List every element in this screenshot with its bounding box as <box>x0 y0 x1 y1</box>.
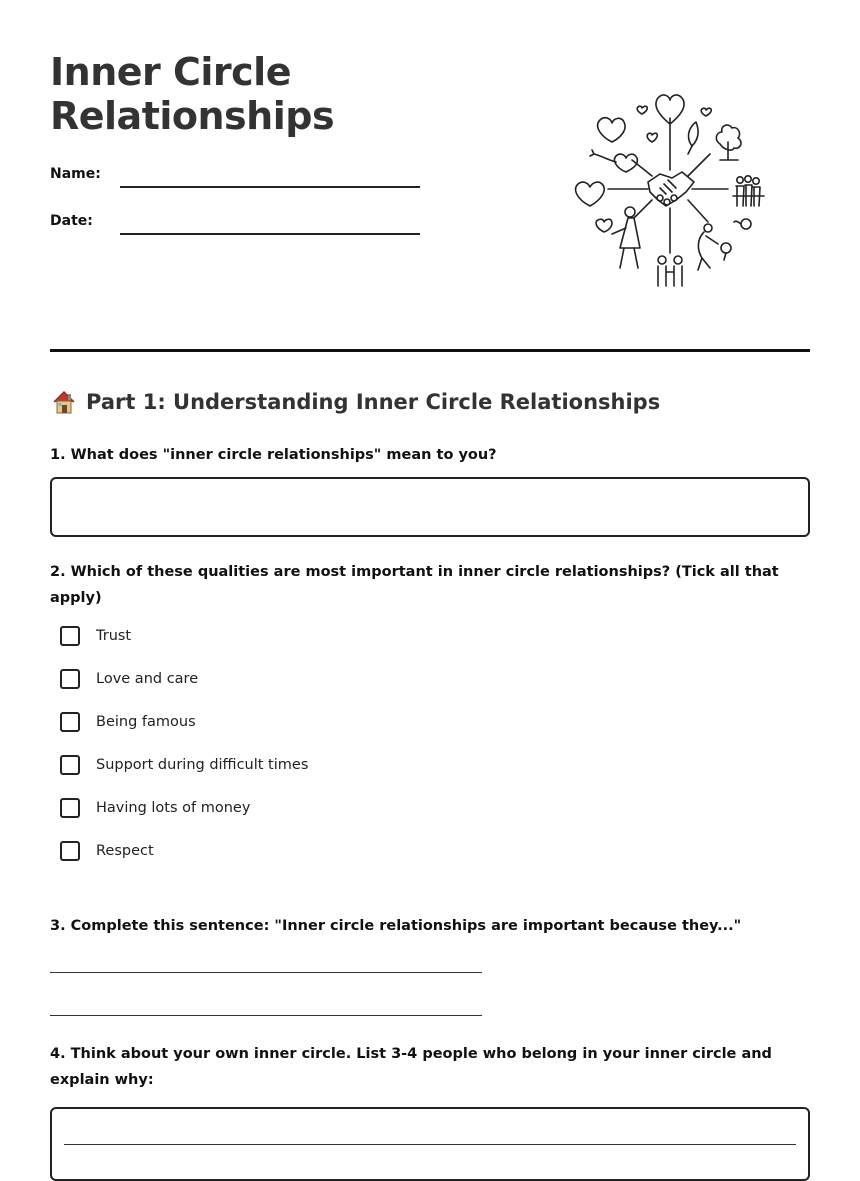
checkbox-label: Support during difficult times <box>96 757 309 773</box>
checklist-item-being-famous[interactable] <box>60 712 196 732</box>
checklist-item-respect[interactable] <box>60 841 154 861</box>
question-3-answer-line-2[interactable] <box>50 1015 482 1016</box>
checkbox-label: Having lots of money <box>96 800 251 816</box>
checkbox-label: Love and care <box>96 671 199 687</box>
question-3: 3. Complete this sentence: "Inner circle relationships are important because they..." <box>50 918 742 934</box>
checklist-item-love-and-care[interactable] <box>60 669 198 689</box>
worksheet-title <box>50 50 450 138</box>
date-label: Date: <box>50 213 93 229</box>
checkbox[interactable] <box>60 712 80 732</box>
question-1: 1. What does "inner circle relationships" mean to you? <box>50 447 497 463</box>
question-4: 4. Think about your own inner circle. List 3-4 people who belong in your inner circle and explain why: <box>50 1046 772 1088</box>
house-icon <box>50 388 78 416</box>
title-line-1: Inner Circle <box>50 50 291 94</box>
part1-heading-text: Part 1: Understanding Inner Circle Relationships <box>86 390 661 414</box>
question-4-answer-box[interactable] <box>50 1107 810 1181</box>
checklist-item-trust[interactable] <box>60 626 131 646</box>
inner-circle-handshake-illustration <box>568 88 773 293</box>
checkbox[interactable] <box>60 626 80 646</box>
checkbox[interactable] <box>60 669 80 689</box>
checkbox[interactable] <box>60 841 80 861</box>
title-line-2: Relationships <box>50 94 335 138</box>
date-field[interactable] <box>120 233 420 235</box>
checkbox[interactable] <box>60 755 80 775</box>
checkbox-label: Respect <box>96 843 154 859</box>
checklist-item-support[interactable] <box>60 755 308 775</box>
part1-heading <box>50 388 660 416</box>
checklist-item-money[interactable] <box>60 798 250 818</box>
question-1-answer-box[interactable] <box>50 477 810 537</box>
name-label: Name: <box>50 166 101 182</box>
header-divider <box>50 349 810 352</box>
checkbox-label: Being famous <box>96 714 196 730</box>
name-field[interactable] <box>120 186 420 188</box>
checkbox-label: Trust <box>96 628 132 644</box>
question-3-answer-line-1[interactable] <box>50 972 482 973</box>
question-2: 2. Which of these qualities are most important in inner circle relationships? (Tick all that apply) <box>50 564 779 606</box>
checkbox[interactable] <box>60 798 80 818</box>
question-4-answer-line[interactable] <box>64 1144 796 1145</box>
